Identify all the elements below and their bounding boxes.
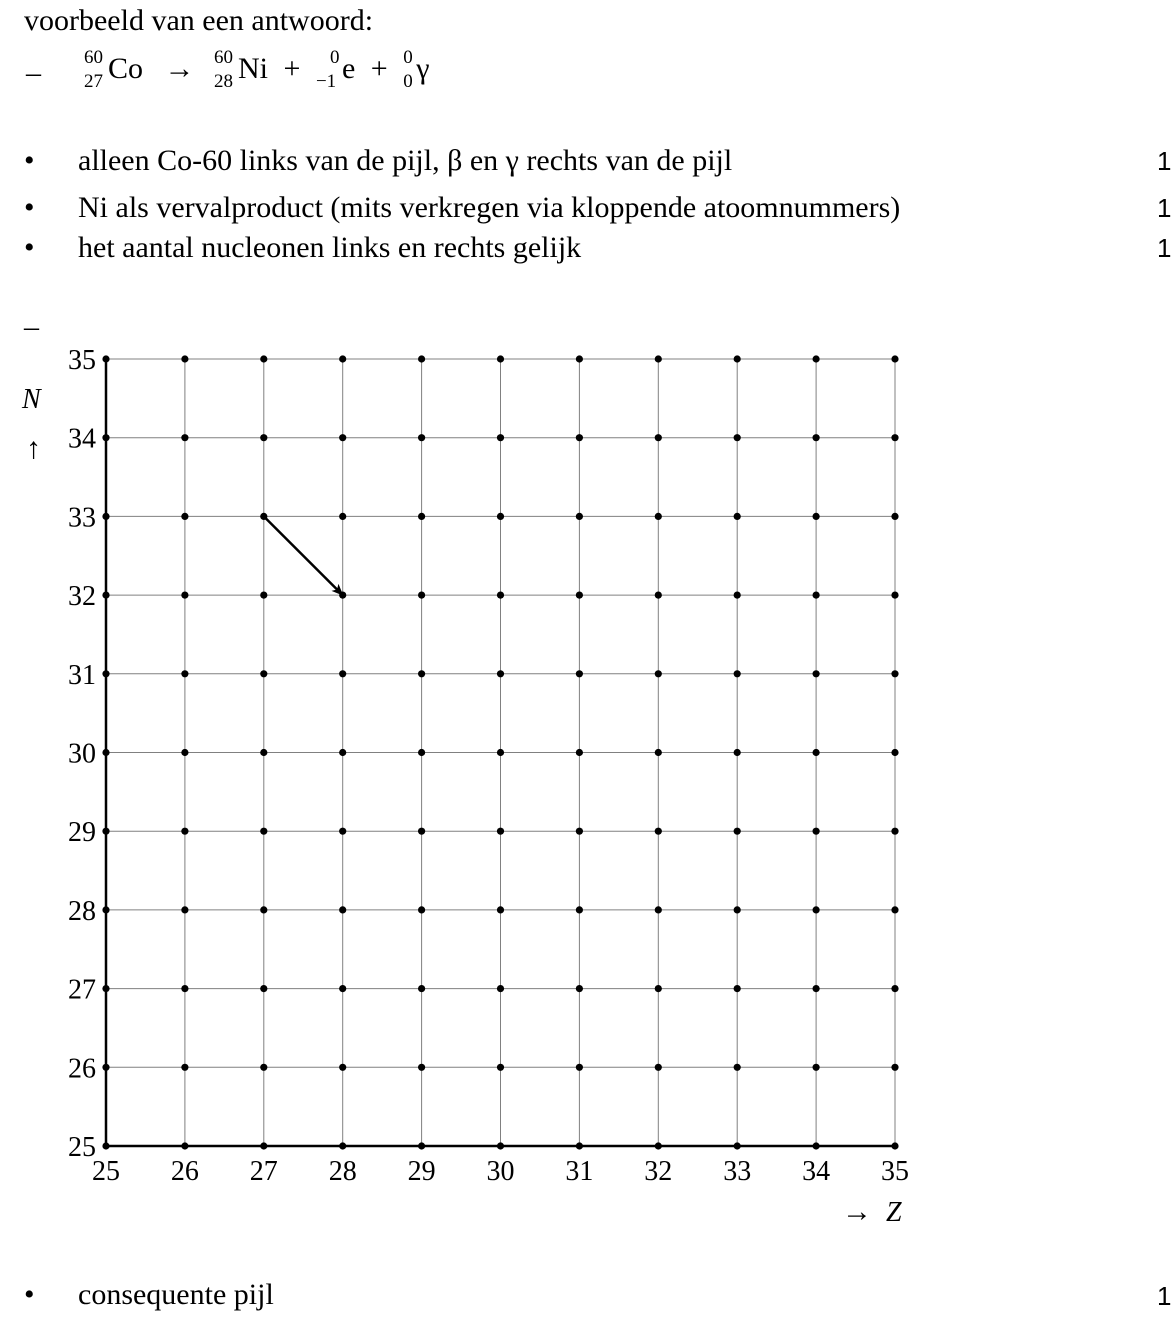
nuclide-point bbox=[418, 513, 425, 520]
nuclide-point bbox=[813, 828, 820, 835]
nuclide-point bbox=[576, 749, 583, 756]
x-tick-label: 31 bbox=[565, 1156, 594, 1187]
criterion-text: consequente pijl bbox=[78, 1278, 274, 1311]
nuclide-point bbox=[418, 828, 425, 835]
nuclide-point bbox=[891, 513, 898, 520]
nuclide-point bbox=[655, 749, 662, 756]
nuclide-point bbox=[497, 592, 504, 599]
ni-symbol: Ni bbox=[238, 52, 269, 85]
nuclide-point bbox=[497, 1064, 504, 1071]
nuclide-point bbox=[260, 592, 267, 599]
nuclide-point bbox=[497, 749, 504, 756]
nuclide-point bbox=[102, 1142, 109, 1149]
nuclide-point bbox=[497, 906, 504, 913]
e-atomic: −1 bbox=[315, 71, 337, 92]
nuclide-point bbox=[655, 513, 662, 520]
nuclide-point bbox=[576, 1142, 583, 1149]
nuclide-point bbox=[339, 985, 346, 992]
y-tick-label: 27 bbox=[68, 974, 96, 1006]
nuclide-point bbox=[102, 513, 109, 520]
nuclide-point bbox=[813, 906, 820, 913]
nuclide-point bbox=[655, 1142, 662, 1149]
nuclide-point bbox=[102, 1064, 109, 1071]
criterion-score: 1 bbox=[1157, 233, 1172, 263]
nuclide-point bbox=[813, 985, 820, 992]
nuclide-point bbox=[576, 828, 583, 835]
nuclide-point bbox=[576, 355, 583, 362]
x-tick-label: 29 bbox=[407, 1156, 436, 1187]
nuclide-point bbox=[260, 355, 267, 362]
nuclide-point bbox=[813, 355, 820, 362]
nuclide-point bbox=[655, 985, 662, 992]
plus-sign: + bbox=[370, 52, 388, 85]
nuclide-point bbox=[260, 1064, 267, 1071]
nuclide-point bbox=[655, 906, 662, 913]
nuclide-point bbox=[418, 592, 425, 599]
nuclide-point bbox=[181, 1064, 188, 1071]
nuclide-point bbox=[418, 670, 425, 677]
y-tick-label: 33 bbox=[68, 502, 96, 534]
nuclide-point bbox=[181, 592, 188, 599]
y-tick-label: 30 bbox=[68, 738, 96, 770]
nuclide-point bbox=[891, 670, 898, 677]
co-mass: 60 bbox=[84, 47, 103, 68]
gamma-symbol: γ bbox=[416, 52, 430, 85]
x-tick-label: 27 bbox=[249, 1156, 278, 1187]
nuclide-point bbox=[576, 513, 583, 520]
y-tick-label: 29 bbox=[68, 817, 96, 849]
e-mass: 0 bbox=[329, 47, 340, 68]
gamma-mass: 0 bbox=[403, 47, 413, 68]
nuclide-point bbox=[891, 749, 898, 756]
nuclide-point bbox=[734, 434, 741, 441]
nuclide-point bbox=[813, 1142, 820, 1149]
co-symbol: Co bbox=[108, 52, 144, 85]
x-tick-label: 34 bbox=[802, 1156, 831, 1187]
nuclide-point bbox=[891, 1064, 898, 1071]
nuclide-point bbox=[181, 434, 188, 441]
nuclide-point bbox=[655, 1064, 662, 1071]
nuclide-point bbox=[102, 670, 109, 677]
nuclide-point bbox=[339, 1142, 346, 1149]
nuclide-point bbox=[418, 1064, 425, 1071]
chart-dash: – bbox=[24, 310, 39, 343]
nuclide-point bbox=[497, 434, 504, 441]
nuclide-point bbox=[102, 828, 109, 835]
nuclide-point bbox=[813, 749, 820, 756]
nuclide-point bbox=[891, 1142, 898, 1149]
criterion-bullet: • bbox=[24, 144, 35, 177]
nuclide-point bbox=[181, 1142, 188, 1149]
y-tick-label: 32 bbox=[68, 581, 96, 613]
nuclide-point bbox=[260, 828, 267, 835]
nuclide-point bbox=[181, 670, 188, 677]
nuclide-point bbox=[339, 906, 346, 913]
nuclide-point bbox=[418, 749, 425, 756]
nuclide-point bbox=[813, 592, 820, 599]
y-tick-label: 25 bbox=[68, 1132, 96, 1163]
nuclide-point bbox=[102, 355, 109, 362]
criterion-text: het aantal nucleonen links en rechts gelijk bbox=[78, 231, 582, 264]
nuclide-point bbox=[734, 670, 741, 677]
equation-dash: – bbox=[26, 56, 41, 89]
ni-mass: 60 bbox=[214, 47, 234, 68]
nuclide-point bbox=[102, 749, 109, 756]
criterion-score: 1 bbox=[1157, 193, 1172, 223]
nuclide-point bbox=[891, 355, 898, 362]
nuclide-point bbox=[339, 355, 346, 362]
nuclide-point bbox=[576, 592, 583, 599]
nuclide-point bbox=[497, 1142, 504, 1149]
x-tick-label: 28 bbox=[328, 1156, 357, 1187]
nuclide-point bbox=[891, 592, 898, 599]
nuclide-point bbox=[339, 828, 346, 835]
nuclide-point bbox=[260, 906, 267, 913]
e-symbol: e bbox=[341, 52, 356, 85]
nuclide-point bbox=[102, 906, 109, 913]
nuclide-point bbox=[813, 1064, 820, 1071]
x-tick-label: 35 bbox=[881, 1156, 909, 1187]
nuclide-point bbox=[102, 985, 109, 992]
nuclide-point bbox=[260, 670, 267, 677]
y-tick-label: 34 bbox=[68, 423, 96, 455]
nuclide-point bbox=[497, 828, 504, 835]
nuclide-point bbox=[260, 1142, 267, 1149]
nuclide-point bbox=[891, 434, 898, 441]
ni-atomic: 28 bbox=[214, 71, 234, 92]
nuclide-point bbox=[339, 670, 346, 677]
nuclide-point bbox=[576, 906, 583, 913]
nuclide-point bbox=[339, 434, 346, 441]
nuclide-point bbox=[497, 670, 504, 677]
nuclide-point bbox=[181, 355, 188, 362]
nuclide-point bbox=[418, 434, 425, 441]
nuclide-point bbox=[655, 592, 662, 599]
nuclide-point bbox=[576, 985, 583, 992]
x-tick-label: 32 bbox=[644, 1156, 673, 1187]
nuclide-point bbox=[339, 513, 346, 520]
nuclide-point bbox=[181, 749, 188, 756]
nuclide-point bbox=[734, 828, 741, 835]
nuclide-point bbox=[418, 1142, 425, 1149]
nuclide-point bbox=[497, 355, 504, 362]
nuclide-point bbox=[102, 592, 109, 599]
nuclide-point bbox=[734, 749, 741, 756]
x-tick-label: 33 bbox=[723, 1156, 752, 1187]
nuclide-point bbox=[102, 434, 109, 441]
x-axis-arrow: → bbox=[842, 1195, 872, 1228]
y-tick-label: 31 bbox=[68, 659, 96, 691]
nuclide-point bbox=[576, 1064, 583, 1071]
gamma-atomic: 0 bbox=[403, 71, 413, 92]
nuclide-point bbox=[181, 828, 188, 835]
y-axis-label: N bbox=[22, 384, 41, 415]
nuclide-point bbox=[891, 828, 898, 835]
criterion-text: Ni als vervalproduct (mits verkregen via kloppende atoomnummers) bbox=[78, 191, 901, 224]
nuclide-point bbox=[891, 985, 898, 992]
nuclide-point bbox=[260, 434, 267, 441]
answer-heading: voorbeeld van een antwoord: bbox=[24, 4, 374, 37]
nuclide-point bbox=[734, 985, 741, 992]
nuclide-point bbox=[418, 985, 425, 992]
nuclide-point bbox=[497, 985, 504, 992]
nuclide-point bbox=[655, 670, 662, 677]
nuclide-point bbox=[734, 1064, 741, 1071]
decay-arrow bbox=[264, 516, 343, 595]
nuclide-point bbox=[734, 592, 741, 599]
x-tick-label: 30 bbox=[486, 1156, 515, 1187]
criterion-score: 1 bbox=[1157, 1281, 1172, 1311]
nuclide-point bbox=[576, 670, 583, 677]
plus-sign: + bbox=[283, 52, 301, 85]
nuclide-point bbox=[339, 749, 346, 756]
criterion-bullet: • bbox=[24, 191, 35, 224]
criterion-bullet: • bbox=[24, 1278, 35, 1311]
nuclide-point bbox=[734, 1142, 741, 1149]
nuclide-point bbox=[813, 434, 820, 441]
nuclide-point bbox=[655, 434, 662, 441]
nuclide-point bbox=[181, 985, 188, 992]
nuclide-point bbox=[734, 906, 741, 913]
nuclide-point bbox=[813, 513, 820, 520]
y-tick-label: 35 bbox=[68, 345, 96, 376]
nuclide-point bbox=[418, 355, 425, 362]
nuclide-point bbox=[497, 513, 504, 520]
x-axis-label: Z bbox=[886, 1197, 902, 1228]
reaction-arrow: → bbox=[164, 52, 195, 85]
nuclide-point bbox=[813, 670, 820, 677]
nuclide-point bbox=[260, 985, 267, 992]
criterion-score: 1 bbox=[1157, 146, 1172, 176]
nuclide-point bbox=[891, 906, 898, 913]
nuclide-point bbox=[260, 749, 267, 756]
nuclide-point bbox=[655, 355, 662, 362]
criterion-text: alleen Co-60 links van de pijl, β en γ rechts van de pijl bbox=[78, 144, 733, 177]
criterion-bullet: • bbox=[24, 231, 35, 264]
nuclide-point bbox=[181, 513, 188, 520]
co-atomic: 27 bbox=[84, 71, 103, 92]
x-tick-label: 26 bbox=[170, 1156, 199, 1187]
nuclide-point bbox=[339, 1064, 346, 1071]
y-tick-label: 26 bbox=[68, 1053, 96, 1085]
y-axis-arrow: ↑ bbox=[26, 432, 41, 465]
x-tick-label: 25 bbox=[92, 1156, 120, 1187]
nuclide-point bbox=[655, 828, 662, 835]
nuclide-point bbox=[734, 355, 741, 362]
nuclide-point bbox=[576, 434, 583, 441]
nuclide-point bbox=[181, 906, 188, 913]
nuclide-point bbox=[734, 513, 741, 520]
nuclide-point bbox=[418, 906, 425, 913]
y-tick-label: 28 bbox=[68, 895, 96, 927]
